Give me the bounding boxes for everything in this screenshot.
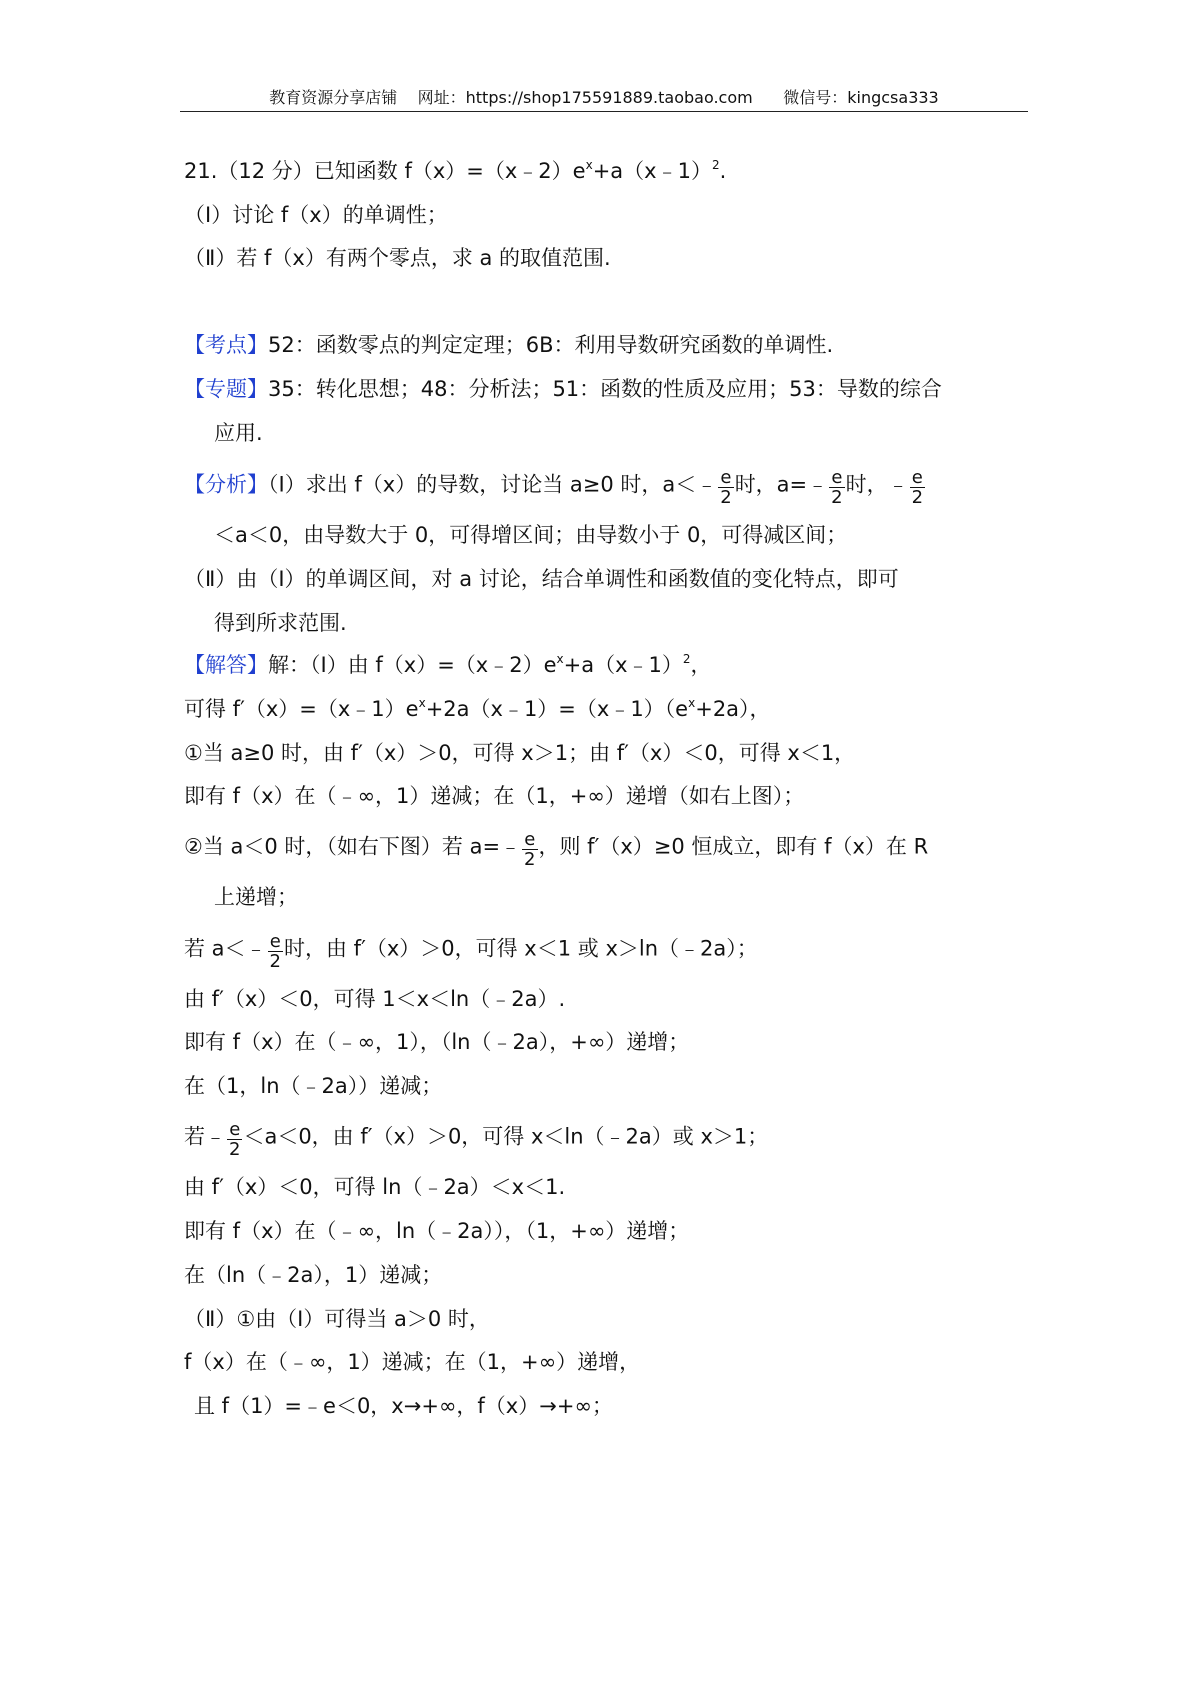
jieda-line4: 即有 f（x）在（﹣∞，1）递减；在（1，+∞）递增（如右上图）； bbox=[184, 784, 805, 808]
problem-part1: （Ⅰ）讨论 f（x）的单调性； bbox=[184, 203, 448, 227]
jieda-line17: 且 f（1）=﹣e＜0，x→+∞，f（x）→+∞； bbox=[194, 1394, 613, 1418]
fenxi-line4: 得到所求范围. bbox=[214, 611, 347, 635]
jieda-section: 【解答】解：（Ⅰ）由 $f(x)=(x﹣2)e^x+a(x﹣1)^2$， bbox=[184, 652, 712, 677]
fenxi-line3: （Ⅱ）由（Ⅰ）的单调区间，对 a 讨论，结合单调性和函数值的变化特点，即可 bbox=[184, 567, 899, 591]
jieda-line6: 上递增； bbox=[214, 885, 298, 909]
fraction-e-over-2: $\frac{e}{2}$ bbox=[911, 467, 924, 508]
kaodian-tag: 【考点】 bbox=[184, 333, 268, 357]
jieda-line14: 在（ln（﹣2a），1）递减； bbox=[184, 1263, 443, 1287]
fenxi-tag: 【分析】 bbox=[184, 472, 268, 497]
wechat-label: 微信号： bbox=[783, 88, 848, 107]
jieda-line16: f（x）在（﹣∞，1）递减；在（1，+∞）递增， bbox=[184, 1350, 641, 1374]
site-url[interactable]: https://shop175591889.taobao.com bbox=[465, 88, 753, 107]
zhuanti-cont: 应用. bbox=[214, 421, 263, 445]
problem-part2: （Ⅱ）若 f（x）有两个零点，求 a 的取值范围. bbox=[184, 246, 611, 270]
wechat-id: kingcsa333 bbox=[847, 88, 939, 107]
problem-statement: 21.（12 分）已知函数 $f(x)=(x﹣2)e^x+a(x﹣1)^2$. bbox=[184, 158, 727, 183]
jieda-line11: 若﹣ $\frac{e}{2}$ ＜a＜0，由 f′（x）＞0，可得 x＜ln（﹣2a）或 x＞1； bbox=[184, 1119, 769, 1160]
jieda-line3: ①当 a≥0 时，由 f′（x）＞0，可得 x＞1；由 f′（x）＜0，可得 x＜1， bbox=[184, 741, 856, 765]
fraction-e-over-2: $\frac{e}{2}$ bbox=[269, 931, 281, 972]
jieda-line9: 即有 f（x）在（﹣∞，1），（ln（﹣2a），+∞）递增； bbox=[184, 1030, 690, 1054]
zhuanti-tag: 【专题】 bbox=[184, 377, 268, 401]
jieda-line10: 在（1，ln（﹣2a））递减； bbox=[184, 1074, 443, 1098]
page-header bbox=[180, 84, 1028, 112]
fraction-e-over-2: $\frac{e}{2}$ bbox=[524, 829, 536, 870]
jieda-line12: 由 f′（x）＜0，可得 ln（﹣2a）＜x＜1. bbox=[184, 1175, 566, 1199]
fenxi-section: 【分析】（Ⅰ）求出 f（x）的导数，讨论当 a≥0 时，a＜﹣ $\frac{e}{2}$ 时，a=﹣ $\frac{e}{2}$ 时，﹣ $\frac{e}{2}$ bbox=[184, 467, 924, 508]
fraction-e-over-2: $\frac{e}{2}$ bbox=[720, 467, 732, 508]
jieda-line15: （Ⅱ）①由（Ⅰ）可得当 a＞0 时， bbox=[184, 1307, 490, 1331]
jieda-line7: 若 a＜﹣ $\frac{e}{2}$ 时，由 f′（x）＞0，可得 x＜1 或 x＞ln（﹣2a）； bbox=[184, 931, 758, 972]
zhuanti-section: 【专题】35：转化思想；48：分析法；51：函数的性质及应用；53：导数的综合 bbox=[184, 377, 942, 401]
site-label: 网址： bbox=[417, 88, 466, 107]
jieda-derivative: 可得 $f'(x)=(x﹣1)e^x+2a(x﹣1)=(x﹣1)(e^x+2a)$， bbox=[184, 696, 771, 721]
fenxi-line2: ＜a＜0，由导数大于 0，可得增区间；由导数小于 0，可得减区间； bbox=[214, 523, 848, 547]
jieda-line5: ②当 a＜0 时，（如右下图）若 a=﹣ $\frac{e}{2}$ ，则 f′（x）≥0 恒成立，即有 f（x）在 R bbox=[184, 829, 929, 870]
header-divider bbox=[180, 111, 1028, 112]
jieda-tag: 【解答】 bbox=[184, 653, 268, 677]
kaodian-section: 【考点】52：函数零点的判定定理；6B：利用导数研究函数的单调性. bbox=[184, 333, 834, 357]
jieda-line13: 即有 f（x）在（﹣∞，ln（﹣2a）），（1，+∞）递增； bbox=[184, 1219, 690, 1243]
fraction-e-over-2: $\frac{e}{2}$ bbox=[831, 467, 843, 508]
shop-name: 教育资源分享店铺 bbox=[269, 88, 398, 107]
jieda-line8: 由 f′（x）＜0，可得 1＜x＜ln（﹣2a）. bbox=[184, 987, 566, 1011]
fraction-e-over-2: $\frac{e}{2}$ bbox=[229, 1119, 241, 1160]
